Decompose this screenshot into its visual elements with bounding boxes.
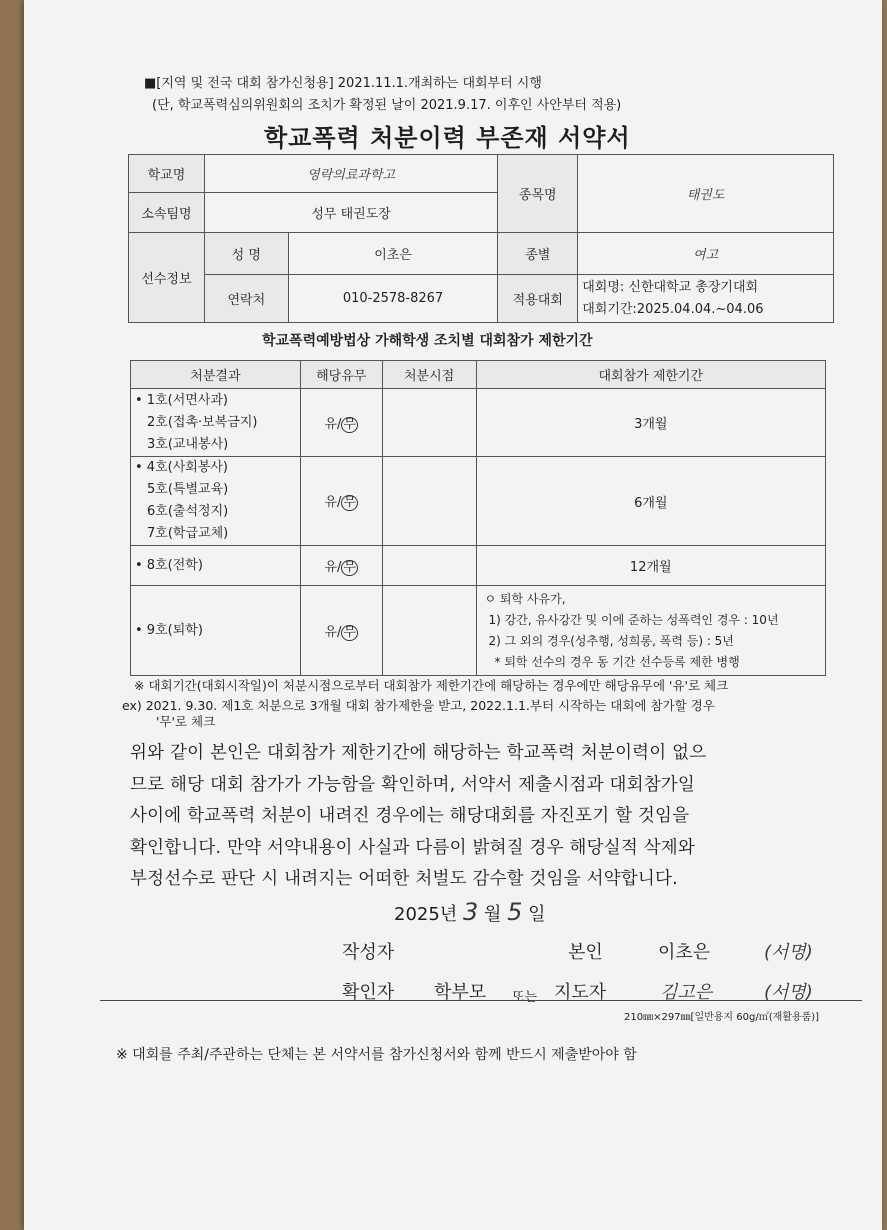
restriction-table: [130, 360, 826, 676]
no-option-circled: 무: [343, 416, 356, 432]
list-item: 7호(학급교체): [147, 526, 229, 541]
gender-value: 여고: [578, 233, 834, 275]
event-value: 태권도: [578, 155, 834, 233]
time-cell: [382, 586, 476, 676]
date-year-suffix: 년: [439, 904, 458, 925]
name-value: 이초은: [288, 233, 498, 275]
date-day-suffix: 일: [528, 904, 546, 925]
list-item: • 4호(사회봉사): [135, 460, 229, 475]
apply-label: 적용대회: [498, 275, 578, 323]
list-item: 6호(출석정지): [147, 504, 229, 519]
contact-value: 010-2578-8267: [288, 275, 498, 323]
signature-date: [394, 898, 545, 926]
header-applicable: 해당유무: [300, 361, 382, 389]
or-label: 또는: [512, 990, 538, 1005]
yes-option: 유/: [324, 624, 342, 640]
header-time: 처분시점: [382, 361, 476, 389]
period-cell: 3개월: [476, 389, 825, 457]
parent-label: 학부모: [434, 982, 487, 1003]
pledge-line: 위와 같이 본인은 대회참가 제한기간에 해당하는 학교폭력 처분이력이 없으: [130, 743, 707, 763]
school-label: 학교명: [129, 155, 205, 193]
player-info-label: 선수정보: [129, 233, 205, 323]
confirm-label: 확인자: [342, 982, 395, 1003]
yes-option: 유/: [324, 559, 342, 575]
applicable-cell: [300, 586, 382, 676]
competition-name: 대회명: 신한대학교 총장기대회: [582, 279, 759, 295]
yes-option: 유/: [324, 495, 342, 510]
team-value: 성무 태권도장: [204, 193, 497, 233]
table-row: [131, 389, 826, 457]
restriction-title: 학교폭력예방법상 가해학생 조치별 대회참가 제한기간: [262, 333, 593, 349]
self-seal: (서명): [764, 942, 813, 963]
coach-label: 지도자: [554, 982, 607, 1003]
date-month: 3: [462, 898, 479, 926]
note-1: ※ 대회기간(대회시작일)이 처분시점으로부터 대회참가 제한기간에 해당하는 경우에만 해당유무에 '유'로 체크: [134, 678, 729, 693]
athlete-info-table: [128, 154, 834, 323]
footer-note: ※ 대회를 주최/주관하는 단체는 본 서약서를 참가신청서와 함께 반드시 제출받아야 함: [116, 1047, 637, 1063]
divider: [100, 1000, 862, 1001]
result-cell: [131, 457, 301, 546]
contact-label: 연락처: [204, 275, 288, 323]
coach-seal: (서명): [764, 982, 813, 1003]
header-line-2: (단, 학교폭력심의위원회의 조치가 확정된 날이 2021.9.17. 이후인 사안부터 적용): [152, 98, 622, 113]
list-item: • 9호(퇴학): [135, 622, 203, 638]
event-label: 종목명: [498, 155, 578, 233]
time-cell: [382, 389, 476, 457]
pledge-document: [24, 0, 882, 1230]
self-name: 이초은: [658, 942, 711, 963]
list-item: • 1호(서면사과): [135, 392, 229, 408]
no-option-circled: 무: [343, 624, 356, 640]
school-value: 영락의료과학고: [204, 155, 497, 193]
pledge-text: [130, 738, 706, 896]
applicable-cell: [300, 457, 382, 546]
result-cell: [131, 389, 301, 457]
no-option-circled: 무: [343, 559, 356, 575]
pledge-line: 므로 해당 대회 참가가 가능함을 확인하며, 서약서 제출시점과 대회참가일: [130, 774, 696, 795]
date-month-suffix: 월: [483, 904, 502, 925]
date-year: 2025: [394, 904, 440, 925]
pledge-line: 사이에 학교폭력 처분이 내려진 경우에는 해당대회를 자진포기 할 것임을: [130, 806, 690, 826]
note-3: '무'로 체크: [156, 714, 216, 729]
gender-label: 종별: [498, 233, 578, 275]
expulsion-line: * 퇴학 선수의 경우 동 기간 선수등록 제한 병행: [494, 654, 740, 669]
list-item: 2호(접촉·보복금지): [147, 414, 258, 430]
time-cell: [382, 457, 476, 546]
period-cell: 6개월: [476, 457, 825, 546]
expulsion-line: ㅇ 퇴학 사유가,: [484, 591, 566, 606]
competition-period: 대회기간:2025.04.04.~04.06: [582, 301, 764, 317]
list-item: • 8호(전학): [135, 557, 203, 573]
list-item: 5호(특별교육): [147, 482, 229, 497]
table-row: [131, 546, 826, 586]
competition-cell: [578, 275, 834, 323]
result-cell: [131, 546, 301, 586]
header-line-1: ■[지역 및 전국 대회 참가신청용] 2021.11.1.개최하는 대회부터 시행: [144, 76, 542, 91]
period-cell: [476, 586, 825, 676]
list-item: 3호(교내봉사): [147, 436, 229, 452]
author-label: 작성자: [342, 942, 395, 963]
result-cell: [131, 586, 301, 676]
header-result: 처분결과: [131, 361, 301, 389]
coach-name: 김고은: [660, 982, 713, 1003]
applicable-cell: [300, 389, 382, 457]
team-label: 소속팀명: [129, 193, 205, 233]
table-row: [131, 457, 826, 546]
pledge-line: 확인합니다. 만약 서약내용이 사실과 다름이 밝혀질 경우 해당실적 삭제와: [130, 837, 696, 858]
document-title: 학교폭력 처분이력 부존재 서약서: [264, 124, 631, 152]
applicable-cell: [300, 546, 382, 586]
table-row: [131, 586, 826, 676]
date-day: 5: [507, 898, 523, 926]
period-cell: 12개월: [476, 546, 825, 586]
expulsion-line: 2) 그 외의 경우(성추행, 성희롱, 폭력 등) : 5년: [488, 633, 734, 648]
yes-option: 유/: [324, 416, 342, 432]
self-label: 본인: [568, 942, 603, 963]
header-period: 대회참가 제한기간: [476, 361, 825, 389]
note-2: ex) 2021. 9.30. 제1호 처분으로 3개월 대회 참가제한을 받고, 2022.1.1.부터 시작하는 대회에 참가할 경우: [122, 698, 715, 713]
time-cell: [382, 546, 476, 586]
no-option-circled: 무: [343, 495, 356, 510]
paper-spec: 210㎜×297㎜[일반용지 60g/㎡(재활용품)]: [624, 1012, 820, 1023]
expulsion-line: 1) 강간, 유사강간 및 이에 준하는 성폭력인 경우 : 10년: [488, 612, 779, 627]
pledge-line: 부정선수로 판단 시 내려지는 어떠한 처벌도 감수할 것임을 서약합니다.: [130, 869, 678, 889]
name-label: 성 명: [204, 233, 288, 275]
